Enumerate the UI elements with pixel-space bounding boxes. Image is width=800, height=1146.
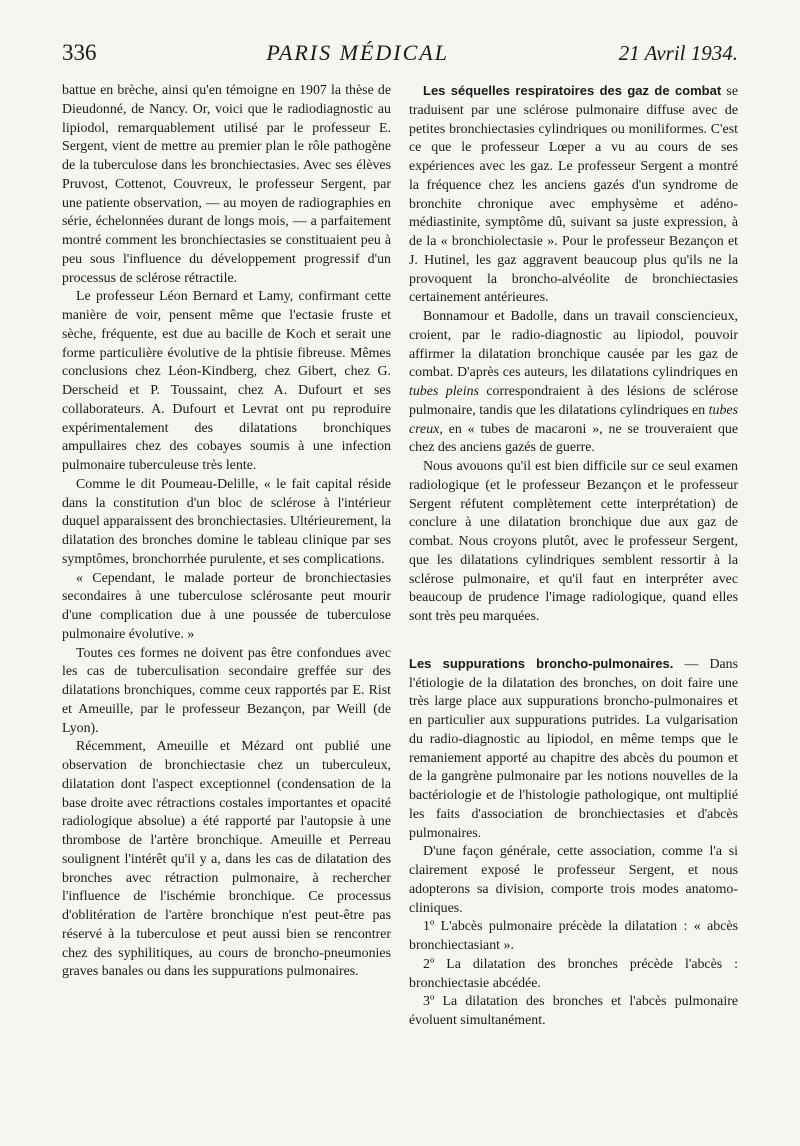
paragraph-sequelles [409, 82, 738, 308]
list-item-mode-1: 1º L'abcès pulmonaire précède la dilatation : « abcès bronchiectasiant ». [409, 919, 738, 953]
journal-title: PARIS MÉDICAL [266, 40, 449, 65]
paragraph-nous: Nous avouons qu'il est bien difficile sur ce seul examen radiologique (et le professeur Bezançon et le professeur Sergent réfutent complètement cette interprétation) de conclure à une dilatation bronchique due aux gaz de combat. Nous croyons plutôt, avec le professeur Sergent, que les dilatations cylindriques semblent ressortir à la sclérose pulmonaire, et qu'il faut en interpréter avec beaucoup de prudence l'image radiologique, quand elles sont très peu marquées. [409, 459, 738, 624]
paragraph-text: correspondraient à des lésions de sclérose pulmonaire, tandis que les dilatations cylindriques en [409, 384, 738, 418]
paragraph-text: se traduisent par une sclérose pulmonaire diffuse avec de petites bronchiectasies cylindriques ou moniliformes. C'est ce que le professeur Lœper a vu au cours de ses expériences avec les gaz. Le professeur Sergent a montré la fréquence chez les anciens gazés d'un syndrome de bronchite chronique avec emphysème et adéno-médiastinite, symptôme dû, suivant sa juste expression, à de la « bronchiolectasie ». Pour le professeur Bezançon et J. Hutinel, les gaz aggravent beaucoup plus qu'ils ne la provoquent la broncho-alvéolite de bronchiectasies certainement antérieures. [409, 84, 739, 306]
paragraph-suppurations [409, 655, 738, 844]
list-item-mode-3: 3º La dilatation des bronches et l'abcès pulmonaire évoluent simultanément. [409, 994, 738, 1028]
paragraph: battue en brèche, ainsi qu'en témoigne en 1907 la thèse de Dieudonné, de Nancy. Or, voici que le radiodiagnostic au lipiodol, remarquablement utilisé par le professeur E. Sergent, vient de mettre au premier plan le rôle pathogène de la tuberculose dans les bronchiectasies. Avec ses élèves Pruvost, Cottenot, Couvreux, le professeur Sergent, par une patiente observation, — au moyen de radiographies en série, échelonnées durant de longs mois, — a parfaitement montré comment les bronchiectasies se constituaient peu à peu sous l'influence du développement progressif d'un processus de sclérose rétractile. [62, 83, 391, 286]
paragraph-facon: D'une façon générale, cette association, comme l'a si clairement exposé le professeur Sergent, et nous adopterons sa division, comporte trois modes anatomo-cliniques. [409, 844, 738, 916]
paragraph-text: Bonnamour et Badolle, dans un travail consciencieux, croient, par le radio-diagnostic au lipiodol, pouvoir affirmer la dilatation bronchique causée par les gaz de combat. D'après ces auteurs, les dilatations cylindriques en [409, 309, 738, 381]
paragraph-text: , en « tubes de macaroni », ne se trouveraient que chez des anciens gazés de guerre. [409, 421, 738, 456]
italic-term: tubes creux [409, 402, 738, 437]
paragraph-text: — Dans l'étiologie de la dilatation des bronches, on doit faire une très large place aux suppurations broncho-pulmonaires et en particulier aux suppurations putrides. La vulgarisation du radio-diagnostic au lipiodol, en même temps que le remaniement apporté au chapitre des abcès du poumon et de la gangrène pulmonaire par les notions nouvelles de la bactériologie et de l'histologie pathologique, ont multiplié les faits d'association de bronchiectasies et d'abcès pulmonaires. [409, 656, 738, 841]
section-heading-sequelles: Les séquelles respiratoires des gaz de combat [423, 83, 722, 98]
paragraph: Récemment, Ameuille et Mézard ont publié une observation de bronchiectasie chez un tuberculeux, dilatation dont l'aspect exceptionnel (condensation de la base droite avec rétractions costales importantes et opacité radiologique absolue) a été rapporté par l'autopsie à une thrombose de l'artère bronchique. Ameuille et Perreau soulignent l'intérêt qu'il y a, dans les cas de dilatation des bronches avec rétraction pulmonaire, à rechercher l'influence de l'ischémie bronchique. Ce processus d'oblitération de l'artère bronchique n'est peut-être pas réservé à la tuberculose et peut aussi bien se rencontrer chez des syphilitiques, au cours de broncho-pneumonies graves banales ou dans les suppurations pulmonaires. [62, 739, 391, 980]
paragraph: Toutes ces formes ne doivent pas être confondues avec les cas de tuberculisation secondaire greffée sur des dilatations bronchiques, comme ceux rapportés par E. Rist et Ameuille, par le professeur Bezançon, par Weill (de Lyon). [62, 645, 391, 736]
paragraph: Comme le dit Poumeau-Delille, « le fait capital réside dans la constitution d'un bloc de sclérose à l'intérieur duquel apparaissent des bronchiectasies. Ultérieurement, la dilatation des bronches domine le tableau clinique par ses symptômes, bronchorrhée purulente, et ses complications. [62, 476, 392, 567]
paragraph-bonnamour [409, 308, 738, 458]
issue-date: 21 Avril 1934. [618, 41, 738, 65]
list-item-mode-2: 2º La dilatation des bronches précède l'abcès : bronchiectasie abcédée. [409, 956, 738, 991]
article-body [62, 82, 738, 1031]
page-number: 336 [62, 40, 97, 65]
left-column [62, 82, 391, 1031]
paragraph: Le professeur Léon Bernard et Lamy, confirmant cette manière de voir, pensent même que l'ectasie fruste et sèche, fréquente, est due au bacille de Koch et serait une forme particulière évolutive de la phtisie fibreuse. Mêmes conclusions chez Léon-Kindberg, chez Gibert, chez G. Derscheid et P. Toussaint, chez A. Dufourt et ses collaborateurs. A. Dufourt et Levrat ont pu reproduire expérimentalement des dilatations bronchiques ampullaires chez des cobayes soumis à une infection pulmonaire tuberculeuse très lente. [62, 289, 391, 473]
italic-term: tubes pleins [409, 384, 479, 399]
section-heading-suppurations: Les suppurations broncho-pulmonaires. [409, 655, 674, 671]
paragraph: « Cependant, le malade porteur de bronchiectasies secondaires à une tuberculose sclérosante peut mourir d'une complication due à une poussée de tuberculose pulmonaire évolutive. » [62, 570, 391, 642]
running-header [62, 40, 738, 70]
right-column [409, 82, 738, 1031]
